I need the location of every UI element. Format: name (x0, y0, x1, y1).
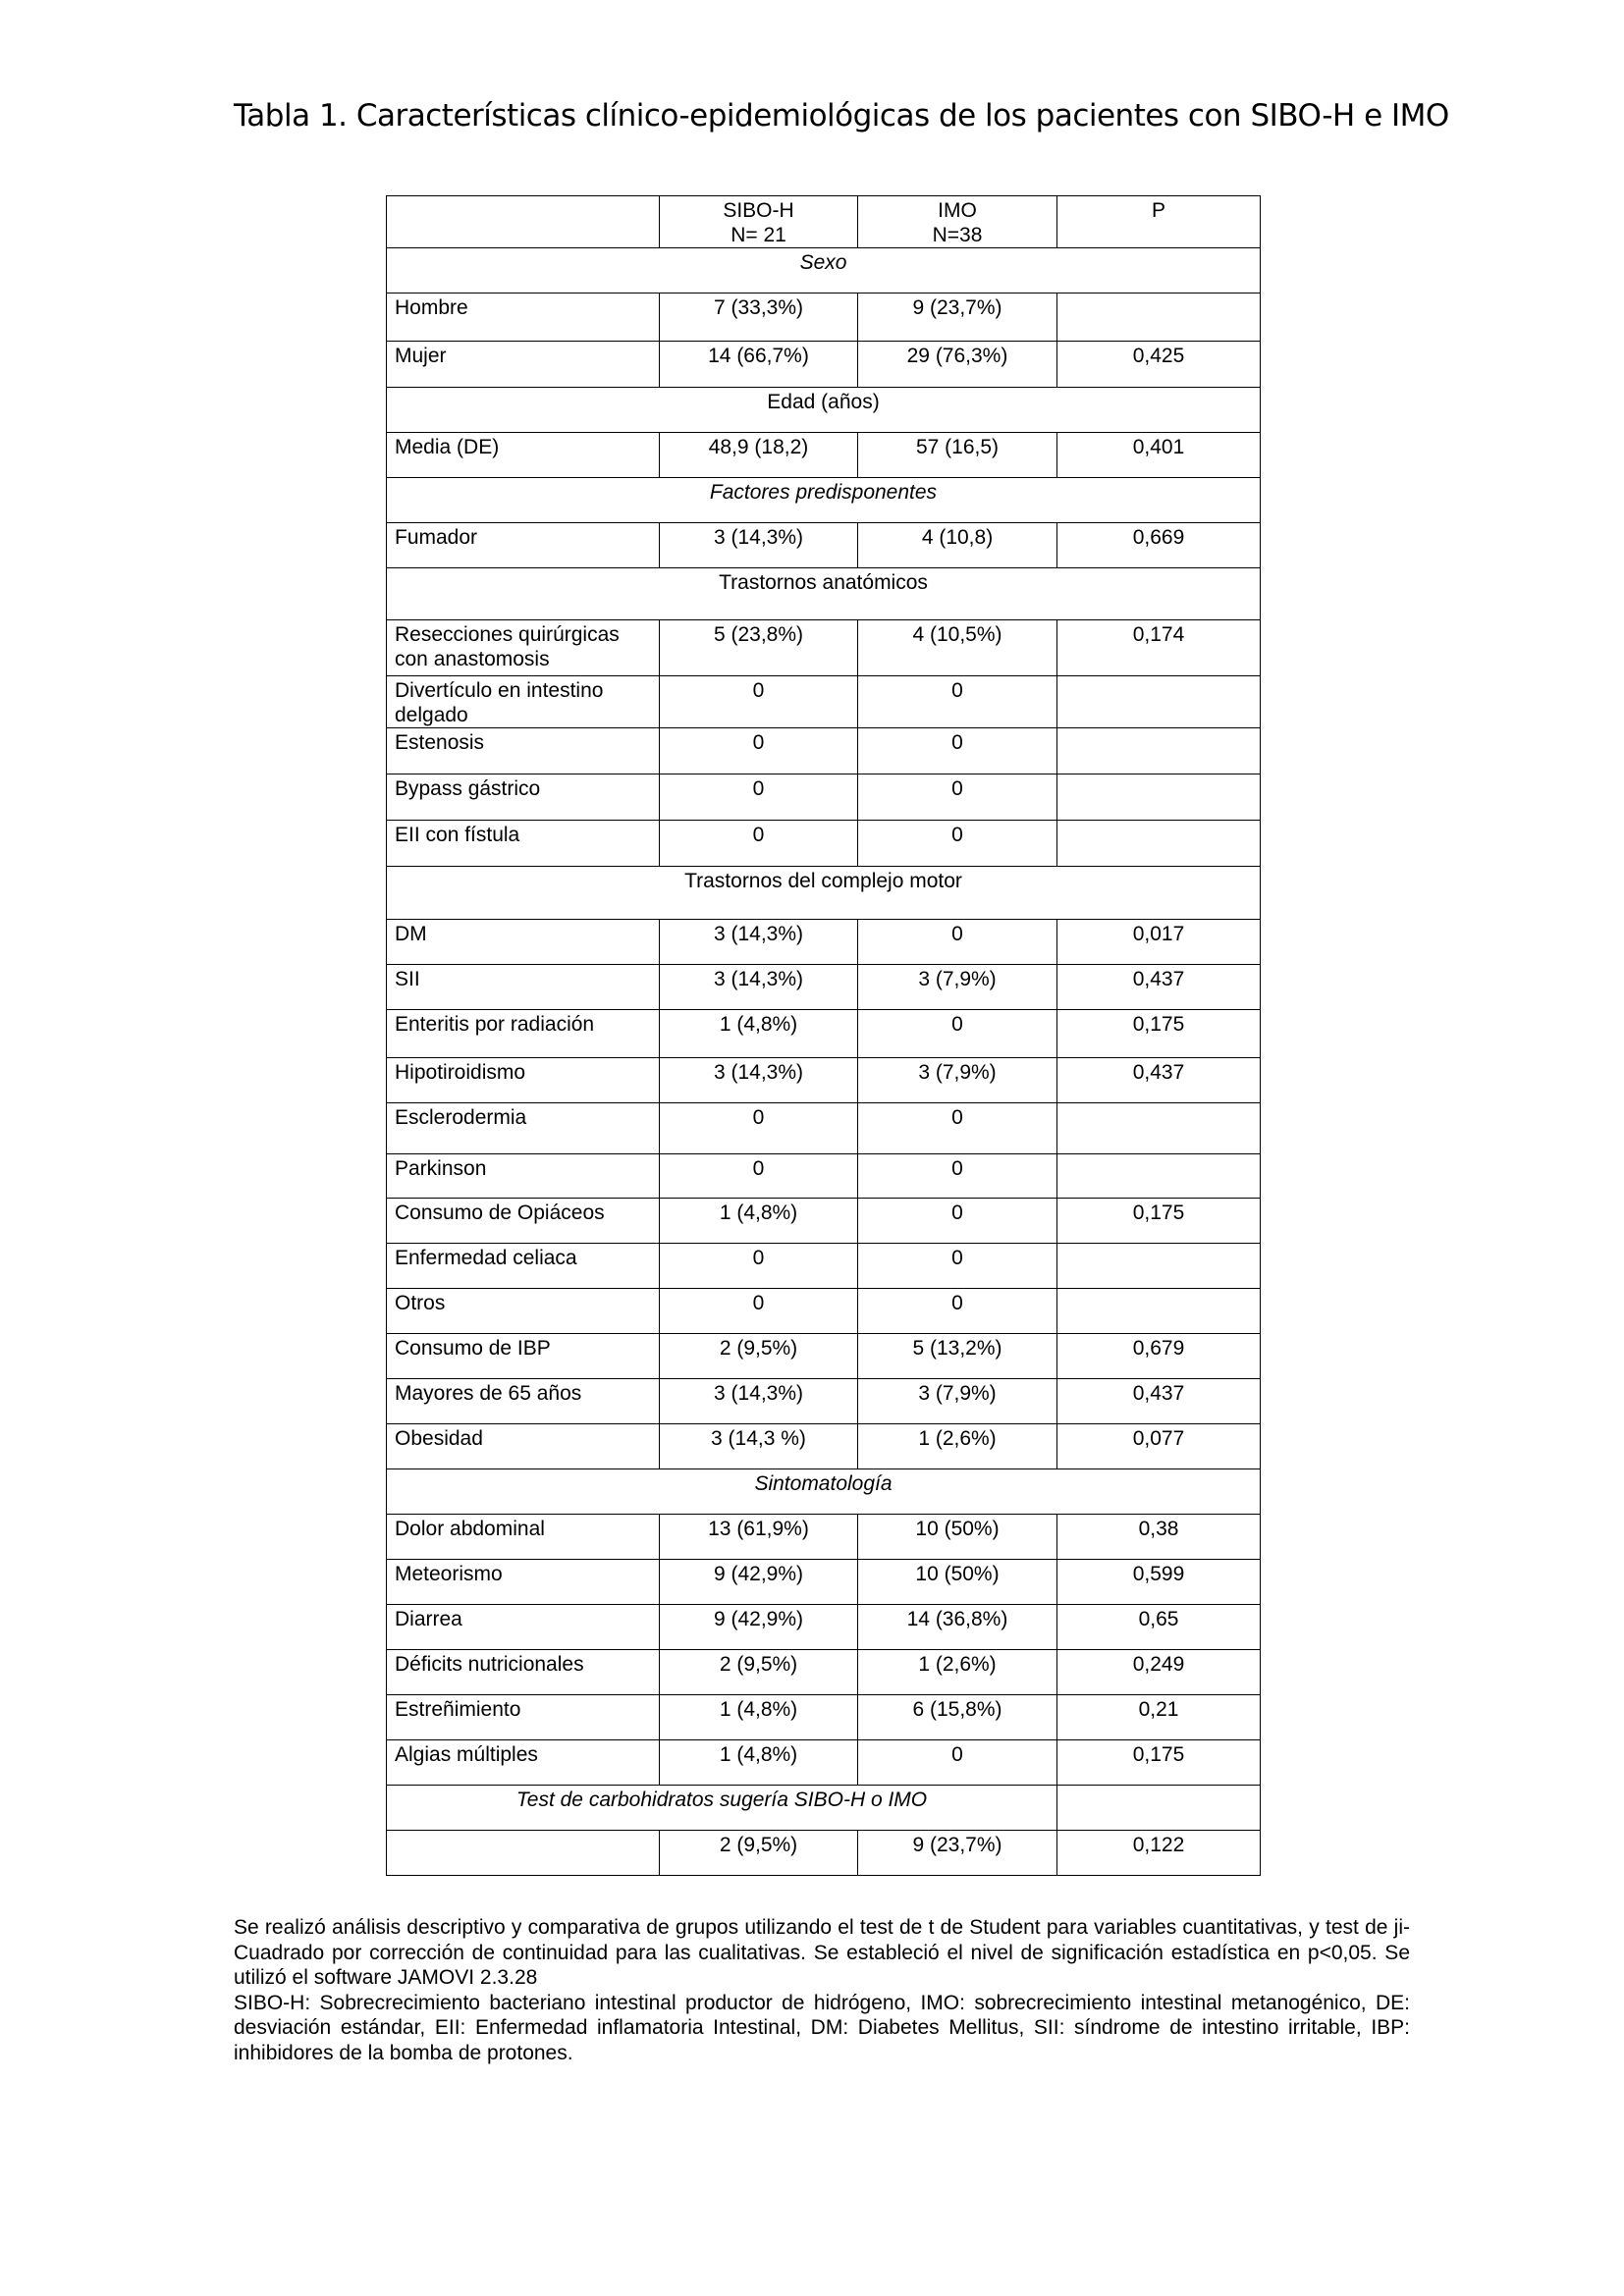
table-row (387, 1515, 1261, 1560)
imo-value: 10 (50%) (858, 1515, 1057, 1560)
p-value: 0,437 (1057, 965, 1261, 1010)
section-edad: Edad (años) (387, 388, 1261, 433)
p-value (1057, 1289, 1261, 1334)
sibo-value: 1 (4,8%) (660, 1695, 858, 1740)
table-row (387, 1244, 1261, 1289)
characteristics-table (386, 195, 1261, 1876)
sibo-value: 2 (9,5%) (660, 1334, 858, 1379)
sibo-value: 48,9 (18,2) (660, 433, 858, 478)
row-label: Bypass gástrico (387, 774, 660, 821)
sibo-value: 0 (660, 774, 858, 821)
row-label: Diarrea (387, 1605, 660, 1650)
abbreviations-note: SIBO-H: Sobrecrecimiento bacteriano intestinal productor de hidrógeno, IMO: sobrecrecimiento intestinal metanogénico, DE: desviación estándar, EII: Enfermedad inflamatoria Intestinal, DM: Diabetes Mellitus, SII: síndrome de intestino irritable, IBP: inhibidores de la bomba de protones. (234, 1991, 1410, 2064)
sibo-value: 9 (42,9%) (660, 1605, 858, 1650)
sibo-value: 2 (9,5%) (660, 1650, 858, 1695)
header-imo (858, 196, 1057, 248)
imo-value: 4 (10,5%) (858, 620, 1057, 676)
p-value (1057, 1244, 1261, 1289)
sibo-value: 13 (61,9%) (660, 1515, 858, 1560)
table-row (387, 965, 1261, 1010)
section-factores: Factores predisponentes (387, 478, 1261, 523)
row-label: Estreñimiento (387, 1695, 660, 1740)
row-label: Mujer (387, 342, 660, 388)
p-value (1057, 1103, 1261, 1154)
table-row (387, 821, 1261, 867)
imo-value: 0 (858, 1740, 1057, 1786)
table-row (387, 1010, 1261, 1058)
row-label: Meteorismo (387, 1560, 660, 1605)
p-value: 0,425 (1057, 342, 1261, 388)
sibo-value: 1 (4,8%) (660, 1740, 858, 1786)
table-row (387, 342, 1261, 388)
table-row (387, 1605, 1261, 1650)
row-label: Dolor abdominal (387, 1515, 660, 1560)
table-row (387, 1058, 1261, 1103)
p-value (1057, 1154, 1261, 1199)
sibo-value: 0 (660, 1244, 858, 1289)
section-motor: Trastornos del complejo motor (387, 867, 1261, 920)
p-value: 0,249 (1057, 1650, 1261, 1695)
row-label: DM (387, 920, 660, 965)
imo-value: 29 (76,3%) (858, 342, 1057, 388)
sibo-value: 0 (660, 821, 858, 867)
imo-value: 0 (858, 920, 1057, 965)
imo-value: 9 (23,7%) (858, 294, 1057, 342)
p-value: 0,669 (1057, 523, 1261, 568)
row-label: EII con fístula (387, 821, 660, 867)
imo-value: 3 (7,9%) (858, 1379, 1057, 1424)
table-row (387, 1831, 1261, 1876)
sibo-value: 0 (660, 1154, 858, 1199)
table-row (387, 433, 1261, 478)
row-label: Divertículo en intestino delgado (387, 676, 660, 728)
p-value (1057, 774, 1261, 821)
imo-value: 1 (2,6%) (858, 1650, 1057, 1695)
sibo-value: 14 (66,7%) (660, 342, 858, 388)
row-label: Esclerodermia (387, 1103, 660, 1154)
imo-value: 9 (23,7%) (858, 1831, 1057, 1876)
header-imo-n: N=38 (932, 224, 983, 246)
header-sibo (660, 196, 858, 248)
row-label: SII (387, 965, 660, 1010)
row-label: Resecciones quirúrgicas con anastomosis (387, 620, 660, 676)
imo-value: 0 (858, 1244, 1057, 1289)
methods-note: Se realizó análisis descriptivo y comparativa de grupos utilizando el test de t de Student para variables cuantitativas, y test de ji-Cuadrado por corrección de continuidad para las cualitativas. Se estableció el nivel de significación estadística en p<0,05. Se utilizó el software JAMOVI 2.3.28 (234, 1916, 1410, 1989)
table-row (387, 676, 1261, 728)
table-row (387, 1379, 1261, 1424)
row-label: Consumo de Opiáceos (387, 1199, 660, 1244)
imo-value: 3 (7,9%) (858, 1058, 1057, 1103)
sibo-value: 0 (660, 1289, 858, 1334)
imo-value: 10 (50%) (858, 1560, 1057, 1605)
page-title: Tabla 1. Características clínico-epidemiológicas de los pacientes con SIBO-H e IMO (234, 98, 1449, 133)
section-test-empty-cell (1057, 1786, 1261, 1831)
section-row (387, 1469, 1261, 1515)
sibo-value: 0 (660, 728, 858, 774)
sibo-value: 1 (4,8%) (660, 1010, 858, 1058)
row-label: Mayores de 65 años (387, 1379, 660, 1424)
p-value: 0,599 (1057, 1560, 1261, 1605)
table-row (387, 1154, 1261, 1199)
header-sibo-n: N= 21 (731, 224, 786, 246)
table-row (387, 920, 1261, 965)
imo-value: 5 (13,2%) (858, 1334, 1057, 1379)
table-row (387, 620, 1261, 676)
p-value: 0,174 (1057, 620, 1261, 676)
sibo-value: 0 (660, 676, 858, 728)
section-sexo: Sexo (387, 248, 1261, 294)
table-row (387, 1334, 1261, 1379)
sibo-value: 9 (42,9%) (660, 1560, 858, 1605)
row-label: Consumo de IBP (387, 1334, 660, 1379)
section-row (387, 478, 1261, 523)
p-value: 0,65 (1057, 1605, 1261, 1650)
table-row (387, 294, 1261, 342)
p-value (1057, 676, 1261, 728)
imo-value: 0 (858, 1289, 1057, 1334)
sibo-value: 7 (33,3%) (660, 294, 858, 342)
row-label: Otros (387, 1289, 660, 1334)
sibo-value: 3 (14,3%) (660, 1379, 858, 1424)
sibo-value: 2 (9,5%) (660, 1831, 858, 1876)
imo-value: 0 (858, 1154, 1057, 1199)
p-value (1057, 294, 1261, 342)
section-sintomatologia: Sintomatología (387, 1469, 1261, 1515)
row-label: Fumador (387, 523, 660, 568)
table-row (387, 1424, 1261, 1469)
section-row (387, 248, 1261, 294)
row-label: Déficits nutricionales (387, 1650, 660, 1695)
table-row (387, 1560, 1261, 1605)
imo-value: 0 (858, 821, 1057, 867)
p-value: 0,017 (1057, 920, 1261, 965)
section-row (387, 388, 1261, 433)
sibo-value: 1 (4,8%) (660, 1199, 858, 1244)
row-label: Hipotiroidismo (387, 1058, 660, 1103)
section-row (387, 1786, 1261, 1831)
table-row (387, 774, 1261, 821)
p-value: 0,437 (1057, 1058, 1261, 1103)
sibo-value: 3 (14,3%) (660, 523, 858, 568)
sibo-value: 0 (660, 1103, 858, 1154)
table-row (387, 1199, 1261, 1244)
row-label: Obesidad (387, 1424, 660, 1469)
table-row (387, 1289, 1261, 1334)
row-label: Enteritis por radiación (387, 1010, 660, 1058)
header-p: P (1057, 196, 1261, 248)
table-header-row (387, 196, 1261, 248)
sibo-value: 3 (14,3%) (660, 965, 858, 1010)
header-sibo-label: SIBO-H (723, 199, 794, 222)
sibo-value: 3 (14,3%) (660, 1058, 858, 1103)
row-label: Enfermedad celiaca (387, 1244, 660, 1289)
header-empty-cell (387, 196, 660, 248)
row-label: Estenosis (387, 728, 660, 774)
p-value: 0,679 (1057, 1334, 1261, 1379)
p-value: 0,175 (1057, 1199, 1261, 1244)
table-row (387, 1740, 1261, 1786)
section-row (387, 867, 1261, 920)
imo-value: 6 (15,8%) (858, 1695, 1057, 1740)
row-label: Hombre (387, 294, 660, 342)
section-anatomicos: Trastornos anatómicos (387, 568, 1261, 620)
p-value: 0,175 (1057, 1740, 1261, 1786)
imo-value: 1 (2,6%) (858, 1424, 1057, 1469)
row-label: Algias múltiples (387, 1740, 660, 1786)
table-row (387, 1650, 1261, 1695)
imo-value: 0 (858, 676, 1057, 728)
row-label (387, 1831, 660, 1876)
imo-value: 4 (10,8) (858, 523, 1057, 568)
table-row (387, 523, 1261, 568)
imo-value: 0 (858, 1199, 1057, 1244)
sibo-value: 3 (14,3 %) (660, 1424, 858, 1469)
p-value: 0,437 (1057, 1379, 1261, 1424)
table-row (387, 728, 1261, 774)
sibo-value: 3 (14,3%) (660, 920, 858, 965)
p-value (1057, 728, 1261, 774)
imo-value: 57 (16,5) (858, 433, 1057, 478)
p-value (1057, 821, 1261, 867)
imo-value: 0 (858, 728, 1057, 774)
header-imo-label: IMO (938, 199, 977, 222)
imo-value: 0 (858, 774, 1057, 821)
imo-value: 0 (858, 1010, 1057, 1058)
section-test: Test de carbohidratos sugería SIBO-H o IMO (387, 1786, 1057, 1831)
row-label: Media (DE) (387, 433, 660, 478)
sibo-value: 5 (23,8%) (660, 620, 858, 676)
p-value: 0,401 (1057, 433, 1261, 478)
imo-value: 14 (36,8%) (858, 1605, 1057, 1650)
p-value: 0,175 (1057, 1010, 1261, 1058)
p-value: 0,077 (1057, 1424, 1261, 1469)
imo-value: 3 (7,9%) (858, 965, 1057, 1010)
p-value: 0,38 (1057, 1515, 1261, 1560)
row-label: Parkinson (387, 1154, 660, 1199)
table-row (387, 1695, 1261, 1740)
table-notes (234, 1915, 1410, 2065)
table-row (387, 1103, 1261, 1154)
section-row (387, 568, 1261, 620)
p-value: 0,122 (1057, 1831, 1261, 1876)
p-value: 0,21 (1057, 1695, 1261, 1740)
imo-value: 0 (858, 1103, 1057, 1154)
